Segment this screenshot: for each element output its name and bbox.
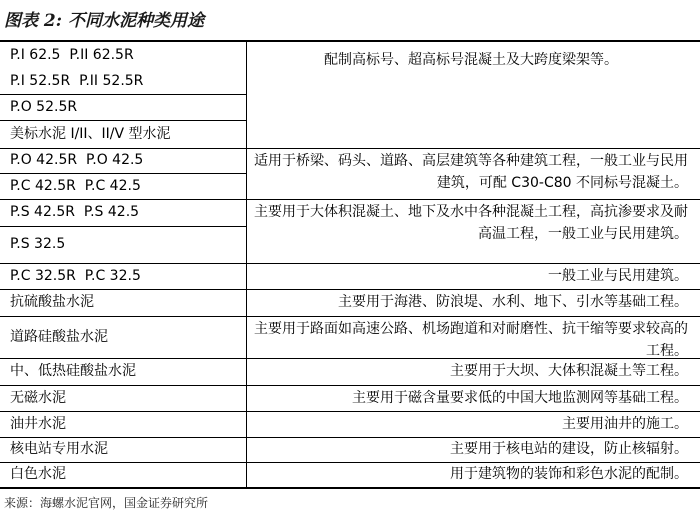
- usage-cell: 主要用于大坝、大体积混凝土等工程。: [450, 363, 688, 379]
- cement-type-cell: [10, 411, 242, 437]
- cement-type-cell: [10, 173, 242, 199]
- cement-type-cell: [10, 358, 242, 385]
- cement-type-cell: [10, 148, 242, 173]
- cement-type-cell: [10, 316, 242, 358]
- cement-type-cell: [10, 226, 242, 263]
- cement-type-label: P.S 42.5R P.S 42.5: [10, 204, 140, 220]
- cement-type-label: 美标水泥 I/II、II/V 型水泥: [10, 126, 171, 142]
- usage-cell: 主要用于路面如高速公路、机场跑道和对耐磨性、抗干缩等要求较高的工程。: [254, 321, 688, 359]
- cement-type-cell: [10, 94, 242, 120]
- table-bottom-rule: [0, 487, 700, 489]
- cement-type-label: P.O 42.5R P.O 42.5: [10, 152, 144, 168]
- usage-cell: 主要用于核电站的建设，防止核辐射。: [450, 441, 688, 457]
- cement-type-cell: [10, 120, 242, 148]
- cement-type-label: P.I 62.5 P.II 62.5R: [10, 47, 134, 63]
- cement-type-label: P.S 32.5: [10, 236, 66, 252]
- cement-type-label: P.C 32.5R P.C 32.5: [10, 268, 141, 284]
- cement-type-cell: [10, 385, 242, 411]
- cement-type-label: 白色水泥: [10, 466, 66, 482]
- usage-cell: 适用于桥梁、码头、道路、高层建筑等各种建筑工程，一般工业与民用建筑，可配 C30-C80 不同标号混凝土。: [254, 153, 688, 191]
- usage-cell: 用于建筑物的装饰和彩色水泥的配制。: [450, 466, 688, 482]
- usage-cell: 主要用于磁含量要求低的中国大地监测网等基础工程。: [352, 390, 688, 406]
- cement-type-label: 道路硅酸盐水泥: [10, 329, 108, 345]
- cement-type-cell: [10, 43, 242, 94]
- usage-cell: 配制高标号、超高标号混凝土及大跨度梁架等。: [324, 52, 618, 68]
- cement-type-cell: [10, 462, 242, 487]
- source-note: 来源：海螺水泥官网，国金证券研究所: [4, 496, 209, 510]
- table-top-rule: [0, 40, 700, 42]
- cement-type-cell: [10, 289, 242, 316]
- cement-type-label: P.I 52.5R P.II 52.5R: [10, 72, 144, 89]
- cement-type-cell: [10, 199, 242, 226]
- cement-type-label: 油井水泥: [10, 416, 66, 432]
- cement-type-label: P.C 42.5R P.C 42.5: [10, 178, 141, 194]
- cement-type-label: 中、低热硅酸盐水泥: [10, 363, 136, 379]
- usage-cell: 主要用于大体积混凝土、地下及水中各种混凝土工程，高抗渗要求及耐高温工程，一般工业与民用建筑。: [254, 204, 688, 242]
- usage-cell: 一般工业与民用建筑。: [548, 268, 688, 284]
- cement-type-cell: [10, 263, 242, 289]
- cement-type-label: 抗硫酸盐水泥: [10, 294, 94, 310]
- column-divider: [246, 41, 247, 487]
- usage-cell: 主要用于海港、防浪堤、水利、地下、引水等基础工程。: [338, 294, 688, 310]
- usage-cell: 主要用油井的施工。: [562, 416, 688, 432]
- cement-type-cell: [10, 437, 242, 462]
- cement-type-label: 核电站专用水泥: [10, 441, 108, 457]
- cement-type-label: P.O 52.5R: [10, 99, 78, 115]
- figure-title: 图表 2: 不同水泥种类用途: [4, 11, 204, 31]
- cement-type-label: 无磁水泥: [10, 390, 66, 406]
